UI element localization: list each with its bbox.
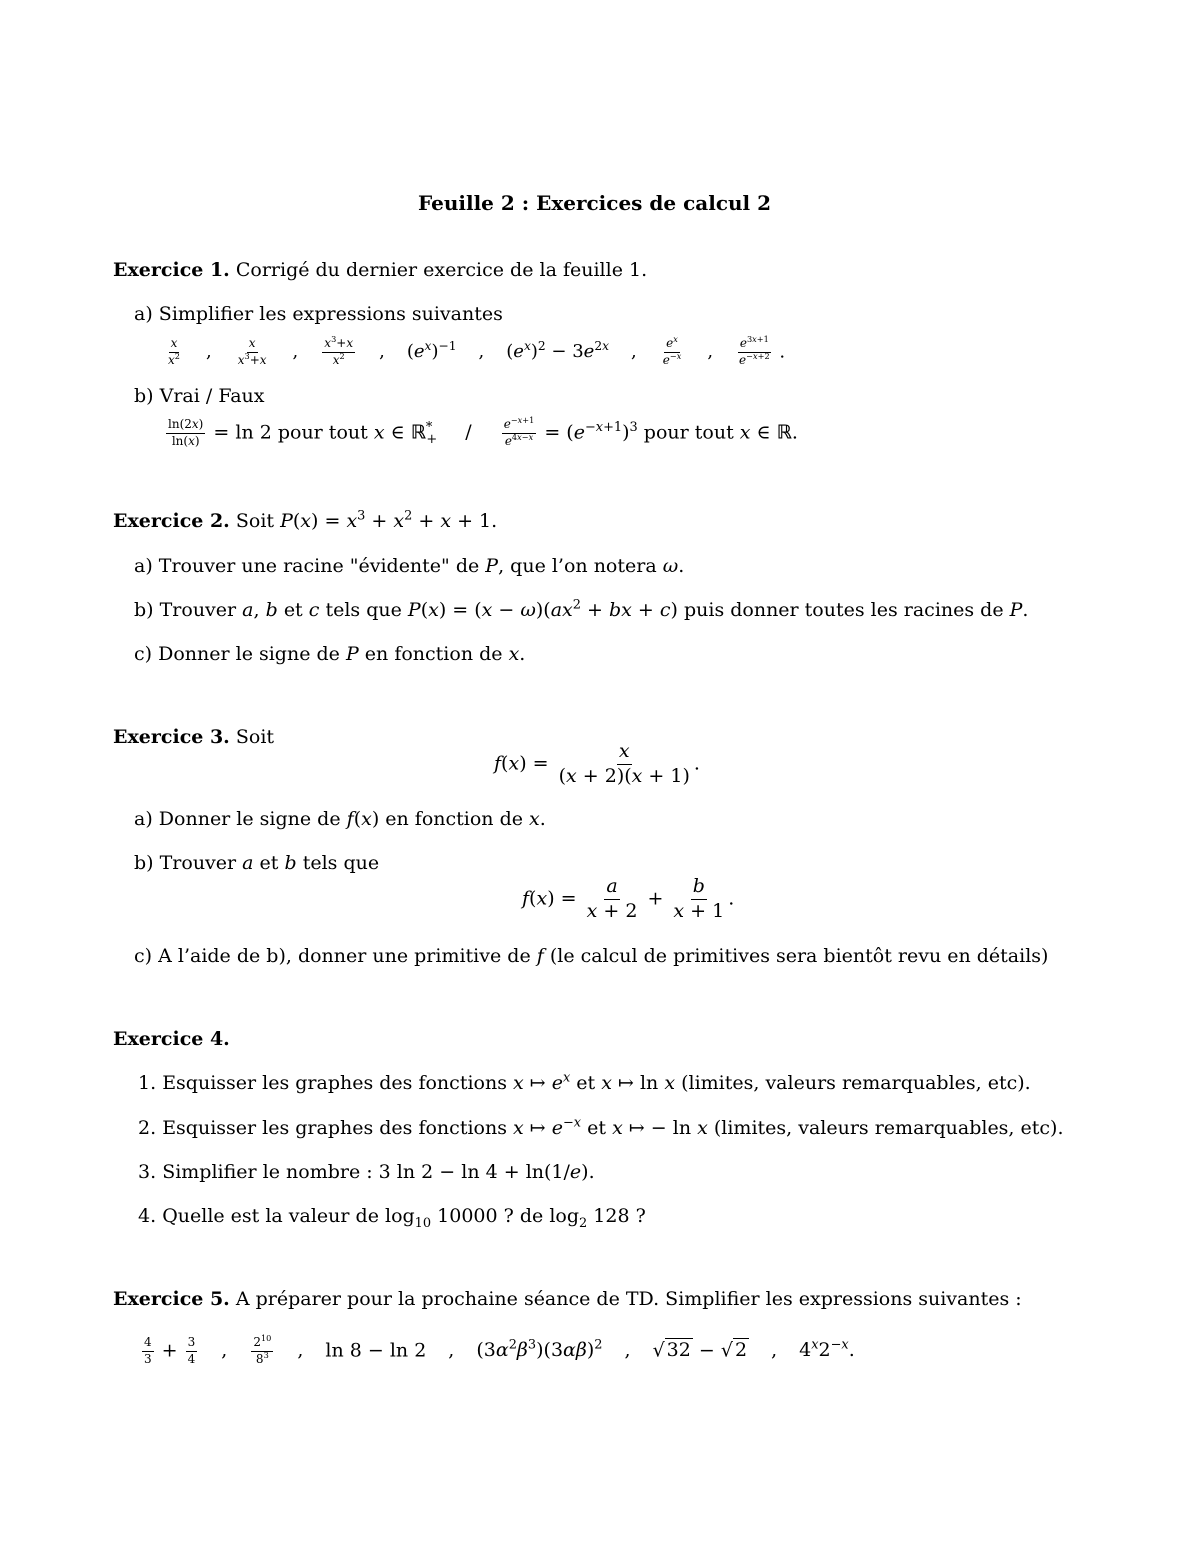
exercise-4-item-3: 3. Simplifier le nombre : 3 ln 2 − ln 4 + ln(1/e).	[138, 1161, 595, 1183]
math-expression: $\frac{a}{x + 2}$	[586, 875, 638, 922]
exercise-5-intro: A préparer pour la prochaine séance de TD. Simplifier les expressions suivantes :	[235, 1288, 1022, 1310]
exercise-2-label: Exercice 2.	[113, 510, 230, 532]
exercise-3b: b) Trouver a et b tels que	[134, 852, 380, 874]
exercise-4-item-1: 1. Esquisser les graphes des fonctions x ↦ $e^x$ et x ↦ ln x (limites, valeurs remarquables, etc).	[138, 1070, 1031, 1094]
exercise-1a-expressions: $\frac{x}{x^2}$ , $\frac{x}{x^3+x}$ , $\frac{x^3+x}{x^2}$ , $(e^x)^{-1}$ , $(e^x)^2 - 3e^{2x}$ , $\frac{e^x}{e^{-x}}$ , $\frac{e^{3x+1}}{e^{-x+2}}$ .	[168, 334, 786, 367]
math-expression: $(e^x)^{-1}$	[406, 339, 457, 363]
item-marker: a)	[134, 303, 153, 325]
exercise-5-expressions: $\frac{4}{3}$ + $\frac{3}{4}$ , $\frac{2^{10}}{8^3}$ , ln 8 − ln 2 , $(3\alpha^2\beta^3)(3\alpha\beta)^2$ , √ 32 − √ 2 , $4^x2^{-x}$.	[144, 1333, 855, 1366]
math-expression: $\frac{e^{-x+1}}{e^{4x-x}}$	[503, 415, 535, 448]
item-marker: 4.	[138, 1205, 157, 1227]
item-marker: b)	[134, 852, 154, 874]
item-text: Esquisser les graphes des fonctions	[162, 1117, 507, 1139]
exercise-4-item-4: 4. Quelle est la valeur de $\log_{10} 10000$ ? de $\log_2 128$ ?	[138, 1205, 646, 1231]
item-marker: 3.	[138, 1161, 157, 1183]
item-text: Trouver	[159, 599, 237, 621]
item-text: Donner le signe de	[158, 808, 341, 830]
exercise-3a: a) Donner le signe de f(x) en fonction de x.	[134, 808, 546, 830]
math-expression: $\frac{2^{10}}{8^3}$	[253, 1333, 272, 1366]
math-expression: $\frac{x^3+x}{x^2}$	[324, 334, 354, 367]
exercise-4-label: Exercice 4.	[113, 1028, 230, 1050]
exercise-3-label: Exercice 3.	[113, 726, 230, 748]
item-text: Quelle est la valeur de	[162, 1205, 379, 1227]
math-expression: $\frac{4}{3}$	[144, 1335, 152, 1366]
item-text: (le calcul de primitives sera bientôt revu en détails)	[549, 945, 1049, 967]
exercise-4-item-2: 2. Esquisser les graphes des fonctions x ↦ $e^{-x}$ et x ↦ − ln x (limites, valeurs remarquables, etc).	[138, 1115, 1064, 1139]
exercise-1a	[134, 304, 503, 326]
math-expression: $\frac{e^x}{e^{-x}}$	[662, 334, 682, 367]
item-text: et	[259, 852, 279, 874]
item-marker: a)	[134, 808, 153, 830]
item-text: Trouver	[159, 852, 237, 874]
exercise-4-header	[113, 1029, 230, 1051]
exercise-3b-formula: f(x) = $\frac{a}{x + 2}$ + $\frac{b}{x + 1}$ .	[522, 875, 735, 922]
exercise-1-intro: Corrigé du dernier exercice de la feuille 1.	[235, 259, 648, 281]
exercise-1-header	[113, 260, 647, 282]
exercise-1b	[134, 386, 265, 408]
exercise-2-intro: Soit	[235, 510, 275, 532]
item-marker: 1.	[138, 1072, 157, 1094]
statement-text: pour tout	[643, 421, 734, 444]
exercise-5-header	[113, 1289, 1022, 1311]
page-title: Feuille 2 : Exercices de calcul 2	[418, 191, 772, 215]
item-text: puis donner toutes les racines de	[683, 599, 1004, 621]
math-expression: ln 8 − ln 2	[325, 1339, 427, 1362]
item-text: Trouver une racine "évidente" de	[158, 555, 480, 577]
exercise-2c: c) Donner le signe de P en fonction de x.	[134, 643, 526, 665]
item-marker: a)	[134, 555, 153, 577]
item-text: Vrai / Faux	[159, 385, 265, 407]
math-expression: $(3\alpha^2\beta^3)(3\alpha\beta)^2$	[476, 1337, 603, 1362]
item-text: en fonction de	[385, 808, 523, 830]
item-text: (limites, valeurs remarquables, etc).	[681, 1072, 1031, 1094]
item-text: Esquisser les graphes des fonctions	[162, 1072, 507, 1094]
statement-text: = ln 2 pour tout	[213, 421, 368, 444]
exercise-3-formula: f(x) = $\frac{x}{(x + 2)(x + 1)}$ .	[494, 740, 700, 787]
exercise-3-intro: Soit	[235, 726, 275, 748]
item-marker: 2.	[138, 1117, 157, 1139]
exercise-2b: b) Trouver a, b et c tels que $P(x) = (x - \omega)(ax^2$ + bx + c) puis donner toutes les racines de P.	[134, 597, 1029, 621]
math-expression: $\frac{b}{x + 1}$	[673, 875, 725, 922]
item-marker: c)	[134, 945, 153, 967]
item-text: Donner le signe de	[158, 643, 340, 665]
item-text: 10000 ? de	[437, 1205, 544, 1227]
item-text: A l’aide de b), donner une primitive de	[158, 945, 531, 967]
item-text: et	[283, 599, 303, 621]
item-marker: c)	[134, 643, 153, 665]
math-expression: $\frac{x}{x^3+x}$	[237, 336, 267, 367]
math-expression: $\frac{x}{(x + 2)(x + 1)}$	[558, 740, 690, 787]
item-text: et	[576, 1072, 596, 1094]
exercise-1b-statements: $\frac{\ln(2x)}{\ln(x)}$ = ln 2 pour tout x ∈ ℝ*$_+$ / $\frac{e^{-x+1}}{e^{4x-x}}$ = $(e^{-x+1})^3$ pour tout x ∈ ℝ.	[168, 415, 798, 448]
item-text: 128 ?	[593, 1205, 646, 1227]
math-expression: $4^x2^{-x}$.	[799, 1337, 855, 1362]
math-expression: $\frac{e^{3x+1}}{e^{-x+2}}$	[739, 334, 770, 367]
item-text: Simplifier les expressions suivantes	[158, 303, 503, 325]
math-expression: √ 32 − √ 2	[652, 1339, 748, 1362]
math-expression: $\frac{\ln(2x)}{\ln(x)}$	[168, 417, 204, 448]
exercise-1-label: Exercice 1.	[113, 259, 230, 281]
item-text: (limites, valeurs remarquables, etc).	[713, 1117, 1064, 1139]
exercise-3-header	[113, 727, 274, 749]
math-expression: $\frac{3}{4}$	[187, 1335, 196, 1366]
exercise-3c: c) A l’aide de b), donner une primitive de f (le calcul de primitives sera bientôt revu en détails)	[134, 945, 1049, 967]
exercise-2a: a) Trouver une racine "évidente" de P, que l’on notera ω.	[134, 555, 685, 577]
item-text: tels que	[325, 599, 402, 621]
item-text: , que l’on notera	[498, 555, 657, 577]
item-text: Simplifier le nombre :	[162, 1161, 373, 1183]
math-expression: $\frac{x}{x^2}$	[168, 336, 180, 367]
exercise-5-label: Exercice 5.	[113, 1288, 230, 1310]
item-text: tels que	[302, 852, 380, 874]
item-text: en fonction de	[364, 643, 503, 665]
item-text: et	[587, 1117, 607, 1139]
exercise-2-header: Exercice 2. Soit $P(x) = x^3 + x^2 + x + 1$.	[113, 508, 498, 532]
item-marker: b)	[134, 385, 154, 407]
item-marker: b)	[134, 599, 154, 621]
math-expression: $(e^x)^2 - 3e^{2x}$	[506, 339, 610, 363]
